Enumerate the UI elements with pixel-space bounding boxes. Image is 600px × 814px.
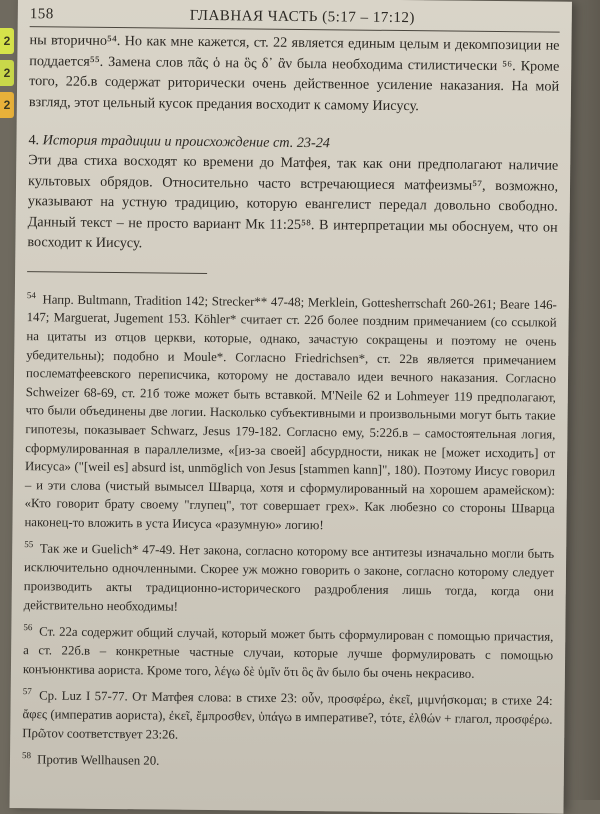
footnote-number: 54 [26,289,36,300]
sticky-tab: 2 [0,92,14,118]
page-number: 158 [29,6,54,23]
running-title: ГЛАВНАЯ ЧАСТЬ (5:17 – 17:12) [189,7,416,27]
footnote [24,536,555,620]
footnote-text: Ст. 22а содержит общий случай, который может быть сформулирован с помощью причастия, а ст. 22б.в – конкретные частные случаи, которые лучше формулировать с помощью конъюнктива аориста. Кроме того, λέγω δὲ ὑμῖν ὅτι ὃς ἂν было бы очень некрасиво. [22,624,554,681]
footnote-text: Против Wellhausen 20. [37,752,160,769]
footnote-number: 55 [24,539,34,550]
section-title: История традиции и происхождение ст. 23-24 [42,132,331,152]
footnote [23,618,554,684]
footnote-number: 58 [21,750,32,761]
footnote-rule [27,271,207,274]
footnote [22,682,553,748]
footnote-text: Напр. Bultmann, Tradition 142; Strecker** 47-48; Merklein, Gottesherrschaft 260-261; Beare 146-147; Marguerat, Jugement 153. Köhler* считает ст. 22б более поздним примечанием (со ссылкой на цитаты из отцов церкви, которые, однако, зачастую сокращены и поэтому не очень убедительны); подобно и Moule*. Согласно Friedrichsen*, ст. 22в является примечанием послематфеевского переписчика, которому не доставало идеи вечного наказания. Согласно Schweizer 68-69, ст. 21б тоже может быть вставкой. M'Neile 62 и Lohmeyer 119 предполагают, что были объединены две логии. Насколько субъективными и произвольными могут быть такие гипотезы, показывает Schwarz, Jesus 179-182. Согласно ему, 5:22б.в – самостоятельная логия, сформулированная в параллелизме, «[из-за своей] абсурдности, никак не [может исходить] от Иисуса» ("[weil es] absurd ist, unmöglich von Jesus [stammen kann]", 180). Поэтому Иисус говорил – и эти слова (чистый вымысел Шварца, хотя и сформулированный на хорошем арамейском): «Кто говорит брату своему "глупец", тот совершает грех». Как любезно со стороны Шварца наконец-то вложить в уста Иисуса «разумную» логию! [24,292,557,533]
footnote [24,286,557,538]
sticky-tab: 2 [0,28,14,54]
section-paragraph: Эти два стиха восходят ко времени до Матфея, так как они предполагают наличие культовых обрядов. Относительно часто встречающиеся матфеизмы⁵⁷, возможно, указывают на устную традицию, которую евангелист передал довольно свободно. Данный текст – не просто вариант Мк 11:25⁵⁸. В интерпретации мы обоснуем, что он восходит к Иисусу. [27,152,559,252]
footnote-text: Так же и Guelich* 47-49. Нет закона, согласно которому все антитезы изначально могли быть исключительно одночленными. Скорее уж можно говорить о законе, согласно которому следует производить акты традиционно-исторического раздробления лишь тогда, когда они действительно необходимы! [23,542,555,614]
footnote-number: 57 [22,686,32,697]
sticky-tab: 2 [0,60,14,86]
footnote-text: Ср. Luz I 57-77. От Матфея слова: в стихе 23: οὖν, προσφέρω, ἐκεῖ, μιμνήσκομαι; в стихе 24: ἄφες (императив аориста), ἐκεῖ, ἔμπροσθεν, ὑπάγω в императиве?, τότε, ἐλθών + глагол, προσφέρω. Πρῶτον соответствует 23:26. [22,688,553,742]
footnote [22,746,552,774]
page-header [30,4,560,33]
top-paragraph: ны вторично⁵⁴. Но как мне кажется, ст. 22 является единым целым и декомпозиции не поддается⁵⁵. Замена слов πᾶς ὁ на ὃς δ᾿ ἂν была необходима стилистически ⁵⁶. Кроме того, 22б.в содержат риторически очень действенное усиление наказания. На мой взгляд, этот цельный кусок предания восходит к самому Иисусу. [28,32,560,114]
footnote-number: 56 [23,622,33,633]
page-body [22,30,560,779]
section-number: 4. [28,132,40,149]
book-page [9,0,571,814]
footnotes [22,286,557,775]
